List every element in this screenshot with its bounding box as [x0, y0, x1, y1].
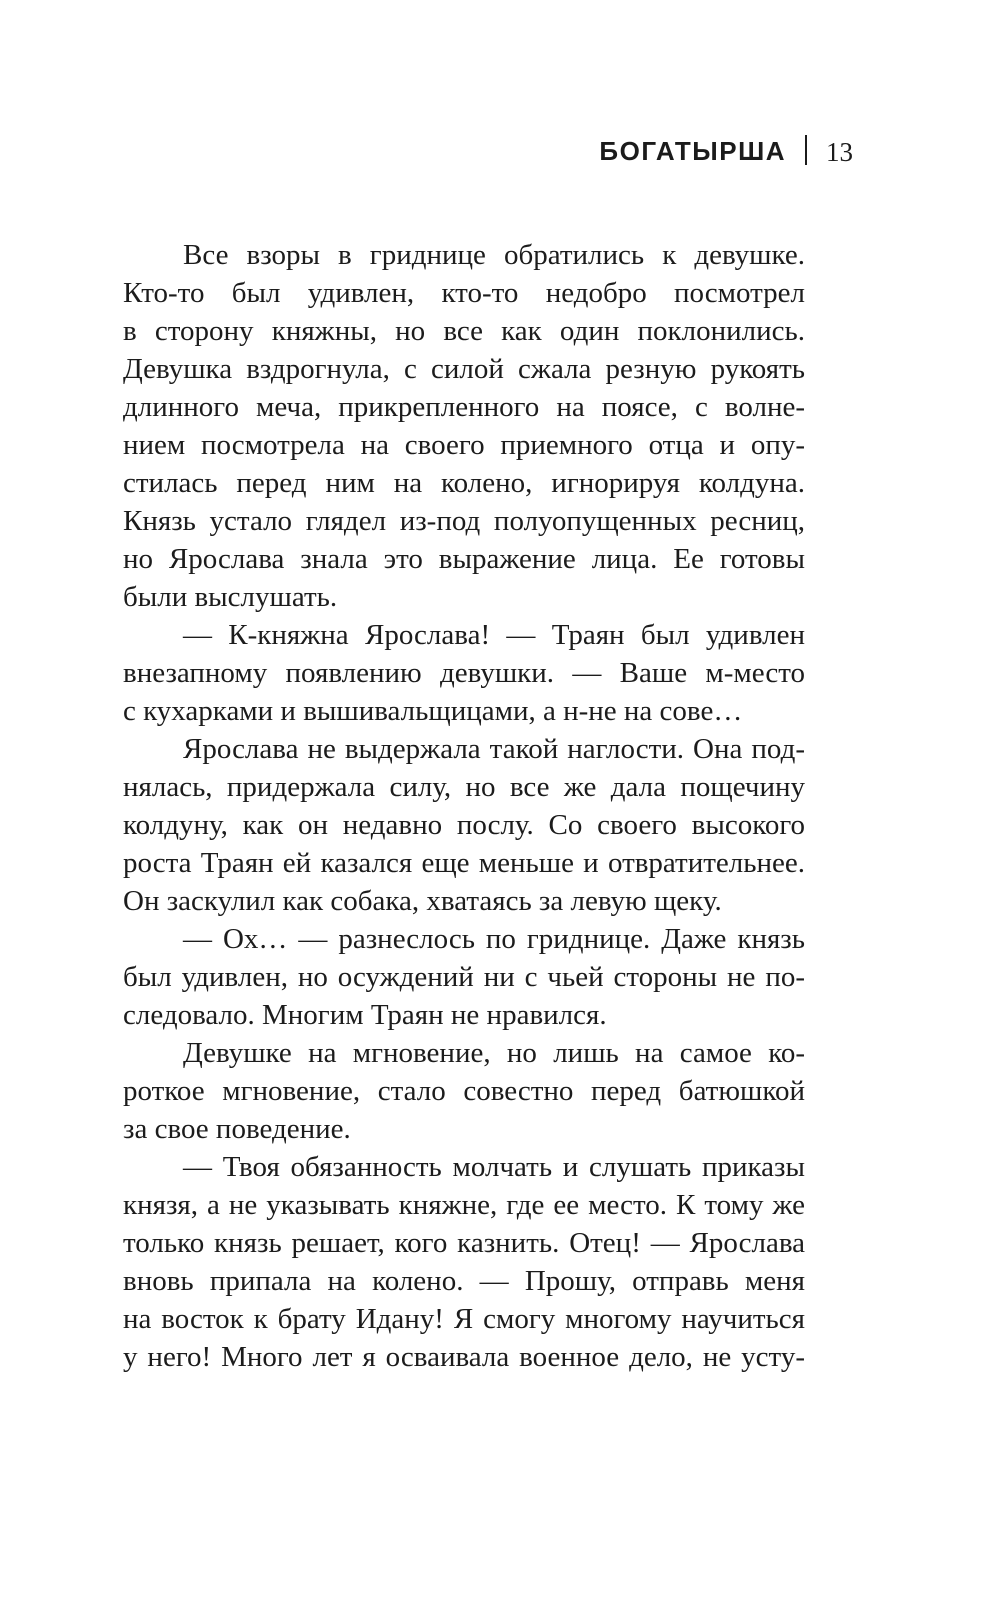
- text-line: роста Траян ей казался еще меньше и отвратительнее.: [123, 847, 805, 879]
- text-line: только князь решает, кого казнить. Отец! — Ярослава: [123, 1227, 805, 1259]
- text-line: у него! Много лет я осваивала военное дело, не усту-: [123, 1341, 805, 1373]
- text-line: в сторону княжны, но все как один поклонились.: [123, 315, 805, 347]
- page-header: [599, 133, 853, 166]
- text-line: — Ох… — разнеслось по гриднице. Даже князь: [183, 923, 805, 955]
- text-line: следовало. Многим Траян не нравился.: [123, 999, 607, 1031]
- text-line: был удивлен, но осуждений ни с чьей стороны не по-: [123, 961, 805, 993]
- page-number: 13: [826, 137, 853, 167]
- text-line: князя, а не указывать княжне, где ее место. К тому же: [123, 1189, 805, 1221]
- header-divider: [805, 135, 807, 165]
- text-line: Кто-то был удивлен, кто-то недобро посмотрел: [123, 277, 805, 309]
- text-line: — К-княжна Ярослава! — Траян был удивлен: [183, 619, 805, 651]
- text-line: внезапному появлению девушки. — Ваше м-место: [123, 657, 805, 689]
- text-line: — Твоя обязанность молчать и слушать приказы: [183, 1151, 805, 1183]
- paragraph: [123, 616, 805, 730]
- text-line: за свое поведение.: [123, 1113, 351, 1145]
- text-line: стилась перед ним на колено, игнорируя колдуна.: [123, 467, 805, 499]
- text-line: вновь припала на колено. — Прошу, отправь меня: [123, 1265, 805, 1297]
- paragraph: [123, 1034, 805, 1148]
- paragraph: [123, 920, 805, 1034]
- running-title: БОГАТЫРША: [599, 135, 786, 166]
- text-line: Девушке на мгновение, но лишь на самое ко-: [183, 1037, 805, 1069]
- text-line: нием посмотрела на своего приемного отца и опу-: [123, 429, 805, 461]
- text-line: Ярослава не выдержала такой наглости. Она под-: [183, 733, 805, 765]
- text-line: Все взоры в гриднице обратились к девушке.: [183, 239, 805, 271]
- text-line: роткое мгновение, стало совестно перед батюшкой: [123, 1075, 805, 1107]
- text-line: с кухарками и вышивальщицами, а н-не на сове…: [123, 695, 743, 727]
- text-line: Девушка вздрогнула, с силой сжала резную рукоять: [123, 353, 805, 385]
- text-line: Он заскулил как собака, хватаясь за левую щеку.: [123, 885, 722, 917]
- text-line: на восток к брату Идану! Я смогу многому научиться: [123, 1303, 805, 1335]
- text-line: Князь устало глядел из-под полуопущенных ресниц,: [123, 505, 805, 537]
- text-line: колдуну, как он недавно послу. Со своего высокого: [123, 809, 805, 841]
- text-line: но Ярослава знала это выражение лица. Ее готовы: [123, 543, 805, 575]
- paragraph: [123, 236, 805, 616]
- paragraph: [123, 730, 805, 920]
- text-line: нялась, придержала силу, но все же дала пощечину: [123, 771, 805, 803]
- text-line: были выслушать.: [123, 581, 338, 613]
- paragraph: [123, 1148, 805, 1376]
- text-line: длинного меча, прикрепленного на поясе, с волне-: [123, 391, 805, 423]
- text-block: [123, 236, 805, 1376]
